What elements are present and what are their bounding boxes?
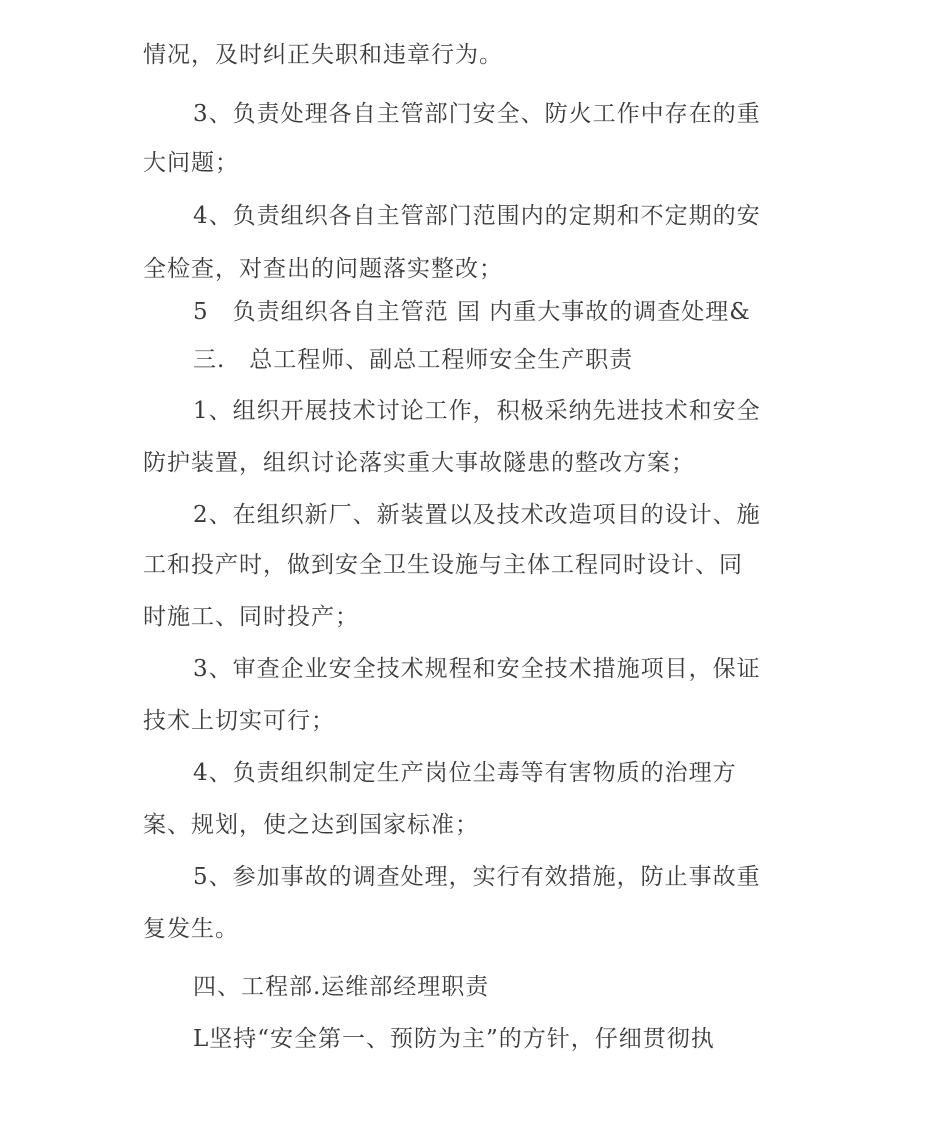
text-line: 时施工、同时投产；: [143, 604, 359, 630]
text-line: 1、组织开展技术讨论工作，积极采纳先进技术和安全: [193, 398, 761, 424]
section-heading: 三. 总工程师、副总工程师安全生产职责: [193, 347, 634, 373]
text-line: 5、参加事故的调查处理，实行有效措施，防止事故重: [193, 864, 761, 890]
text-line: 复发生。: [143, 916, 239, 942]
text-line: 4、负责组织各自主管部门范围内的定期和不定期的安: [193, 203, 761, 229]
text-line: L坚持“安全第一、预防为主”的方针，仔细贯彻执: [193, 1026, 715, 1052]
text-line: 5 负责组织各自主管范 囯 内重大事故的调查处理&: [193, 299, 751, 325]
text-line: 3、负责处理各自主管部门安全、防火工作中存在的重: [193, 101, 761, 127]
text-line: 技术上切实可行；: [143, 708, 335, 734]
text-line: 情况，及时纠正失职和违章行为。: [143, 42, 503, 68]
text-line: 3、审查企业安全技术规程和安全技术措施项目，保证: [193, 656, 761, 682]
text-line: 大问题；: [143, 150, 239, 176]
text-line: 工和投产时，做到安全卫生设施与主体工程同时设计、同: [143, 552, 743, 578]
text-line: 4、负责组织制定生产岗位尘毒等有害物质的治理方: [193, 760, 737, 786]
text-line: 全检查，对查出的问题落实整改；: [143, 256, 503, 282]
text-line: 2、在组织新厂、新装置以及技术改造项目的设计、施: [193, 502, 761, 528]
section-heading: 四、工程部.运维部经理职责: [193, 974, 490, 1000]
text-line: 案、规划，使之达到国家标准；: [143, 812, 479, 838]
text-line: 防护装置，组织讨论落实重大事故隧患的整改方案；: [143, 450, 695, 476]
